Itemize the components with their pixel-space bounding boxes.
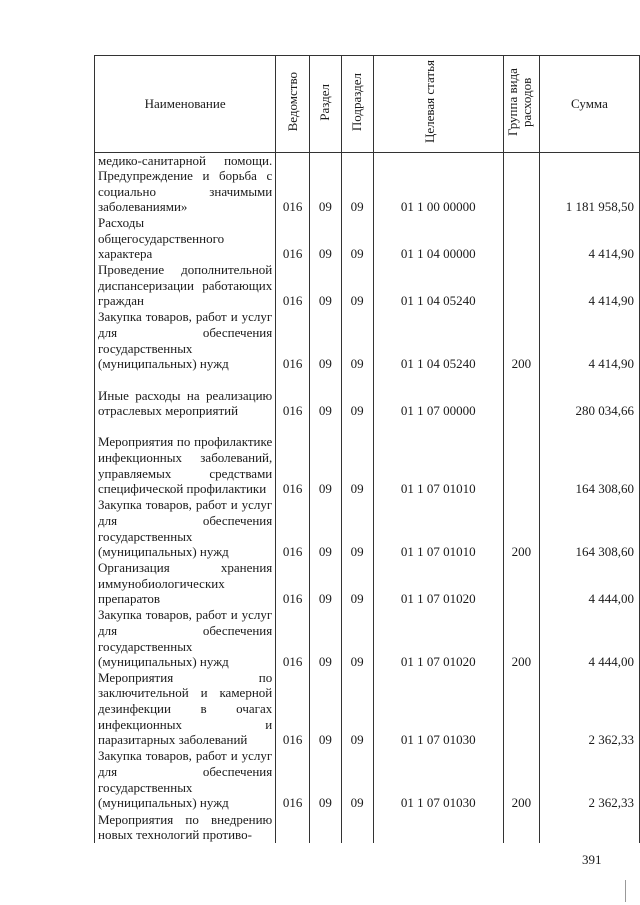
row-name: Иные расходы на реализацию отраслевых мероприятий xyxy=(95,372,276,419)
row-subsection: 09 xyxy=(341,497,373,560)
table-row xyxy=(95,262,640,309)
row-dept: 016 xyxy=(276,748,310,811)
table-row xyxy=(95,670,640,748)
row-section: 09 xyxy=(310,497,342,560)
row-section xyxy=(310,811,342,843)
table-row xyxy=(95,748,640,811)
table-row xyxy=(95,309,640,372)
row-section: 09 xyxy=(310,607,342,670)
row-section: 09 xyxy=(310,748,342,811)
row-target: 01 1 07 00000 xyxy=(373,372,503,419)
row-subsection: 09 xyxy=(341,215,373,262)
row-dept: 016 xyxy=(276,152,310,215)
row-dept: 016 xyxy=(276,607,310,670)
row-name: Мероприятия по профилактике инфекционных заболеваний, управляемых средствами специфической профилактики xyxy=(95,419,276,497)
row-subsection: 09 xyxy=(341,670,373,748)
row-subsection: 09 xyxy=(341,560,373,607)
row-target: 01 1 07 01030 xyxy=(373,748,503,811)
table-row xyxy=(95,372,640,419)
row-exp-group xyxy=(503,670,539,748)
row-target xyxy=(373,811,503,843)
row-amount: 280 034,66 xyxy=(539,372,639,419)
row-target: 01 1 07 01010 xyxy=(373,419,503,497)
table-header xyxy=(95,56,640,153)
budget-table xyxy=(94,55,640,843)
row-subsection xyxy=(341,811,373,843)
page-number: 391 xyxy=(582,852,602,867)
header-subsection: Подраздел xyxy=(341,56,373,153)
row-target: 01 1 07 01020 xyxy=(373,607,503,670)
row-subsection: 09 xyxy=(341,372,373,419)
row-section: 09 xyxy=(310,419,342,497)
row-exp-group xyxy=(503,152,539,215)
row-section: 09 xyxy=(310,670,342,748)
row-section: 09 xyxy=(310,309,342,372)
row-dept: 016 xyxy=(276,497,310,560)
row-target: 01 1 07 01010 xyxy=(373,497,503,560)
row-subsection: 09 xyxy=(341,262,373,309)
row-name: медико-санитарной помощи. Предупреждение и борьба с социально значимыми заболеваниями» xyxy=(95,152,276,215)
table-row xyxy=(95,607,640,670)
row-amount: 164 308,60 xyxy=(539,497,639,560)
row-name: Расходы общегосударственного характера xyxy=(95,215,276,262)
row-exp-group: 200 xyxy=(503,497,539,560)
row-exp-group xyxy=(503,560,539,607)
header-amount: Сумма xyxy=(539,56,639,153)
row-target: 01 1 00 00000 xyxy=(373,152,503,215)
row-name: Закупка товаров, работ и услуг для обеспечения государственных (муниципальных) нужд xyxy=(95,497,276,560)
row-amount: 4 444,00 xyxy=(539,607,639,670)
row-name: Закупка товаров, работ и услуг для обеспечения государственных (муниципальных) нужд xyxy=(95,309,276,372)
row-dept: 016 xyxy=(276,670,310,748)
table-row xyxy=(95,152,640,215)
row-exp-group xyxy=(503,215,539,262)
row-dept: 016 xyxy=(276,309,310,372)
row-dept xyxy=(276,811,310,843)
row-dept: 016 xyxy=(276,215,310,262)
row-target: 01 1 04 00000 xyxy=(373,215,503,262)
table-row xyxy=(95,811,640,843)
header-exp-group: Группа вида расходов xyxy=(503,56,539,153)
row-section: 09 xyxy=(310,215,342,262)
row-subsection: 09 xyxy=(341,607,373,670)
row-target: 01 1 07 01020 xyxy=(373,560,503,607)
table-row xyxy=(95,560,640,607)
header-section: Раздел xyxy=(310,56,342,153)
row-subsection: 09 xyxy=(341,748,373,811)
row-subsection: 09 xyxy=(341,152,373,215)
row-name: Мероприятия по внедрению новых технологий противо- xyxy=(95,811,276,843)
table-row xyxy=(95,215,640,262)
row-section: 09 xyxy=(310,560,342,607)
row-subsection: 09 xyxy=(341,309,373,372)
row-target: 01 1 04 05240 xyxy=(373,309,503,372)
row-name: Закупка товаров, работ и услуг для обеспечения государственных (муниципальных) нужд xyxy=(95,607,276,670)
table-row xyxy=(95,497,640,560)
row-target: 01 1 04 05240 xyxy=(373,262,503,309)
row-amount: 4 414,90 xyxy=(539,215,639,262)
row-section: 09 xyxy=(310,262,342,309)
row-name: Организация хранения иммунобиологических препаратов xyxy=(95,560,276,607)
row-amount: 1 181 958,50 xyxy=(539,152,639,215)
row-target: 01 1 07 01030 xyxy=(373,670,503,748)
row-amount xyxy=(539,811,639,843)
table-row xyxy=(95,419,640,497)
row-exp-group xyxy=(503,811,539,843)
row-amount: 2 362,33 xyxy=(539,748,639,811)
row-name: Проведение дополнительной диспансеризации работающих граждан xyxy=(95,262,276,309)
row-amount: 4 414,90 xyxy=(539,309,639,372)
row-exp-group xyxy=(503,262,539,309)
row-section: 09 xyxy=(310,152,342,215)
header-target: Целевая статья xyxy=(373,56,503,153)
row-dept: 016 xyxy=(276,419,310,497)
row-amount: 4 444,00 xyxy=(539,560,639,607)
row-name: Закупка товаров, работ и услуг для обеспечения государственных (муниципальных) нужд xyxy=(95,748,276,811)
row-exp-group xyxy=(503,419,539,497)
row-exp-group xyxy=(503,372,539,419)
header-name: Наименование xyxy=(95,56,276,153)
row-section: 09 xyxy=(310,372,342,419)
row-dept: 016 xyxy=(276,262,310,309)
row-exp-group: 200 xyxy=(503,607,539,670)
row-dept: 016 xyxy=(276,560,310,607)
row-exp-group: 200 xyxy=(503,748,539,811)
row-exp-group: 200 xyxy=(503,309,539,372)
edge-mark xyxy=(625,880,626,902)
table-body xyxy=(95,152,640,843)
row-subsection: 09 xyxy=(341,419,373,497)
row-amount: 164 308,60 xyxy=(539,419,639,497)
row-name: Мероприятия по заключительной и камерной дезинфекции в очагах инфекционных и паразитарных заболеваний xyxy=(95,670,276,748)
row-amount: 2 362,33 xyxy=(539,670,639,748)
row-amount: 4 414,90 xyxy=(539,262,639,309)
row-dept: 016 xyxy=(276,372,310,419)
header-dept: Ведомство xyxy=(276,56,310,153)
